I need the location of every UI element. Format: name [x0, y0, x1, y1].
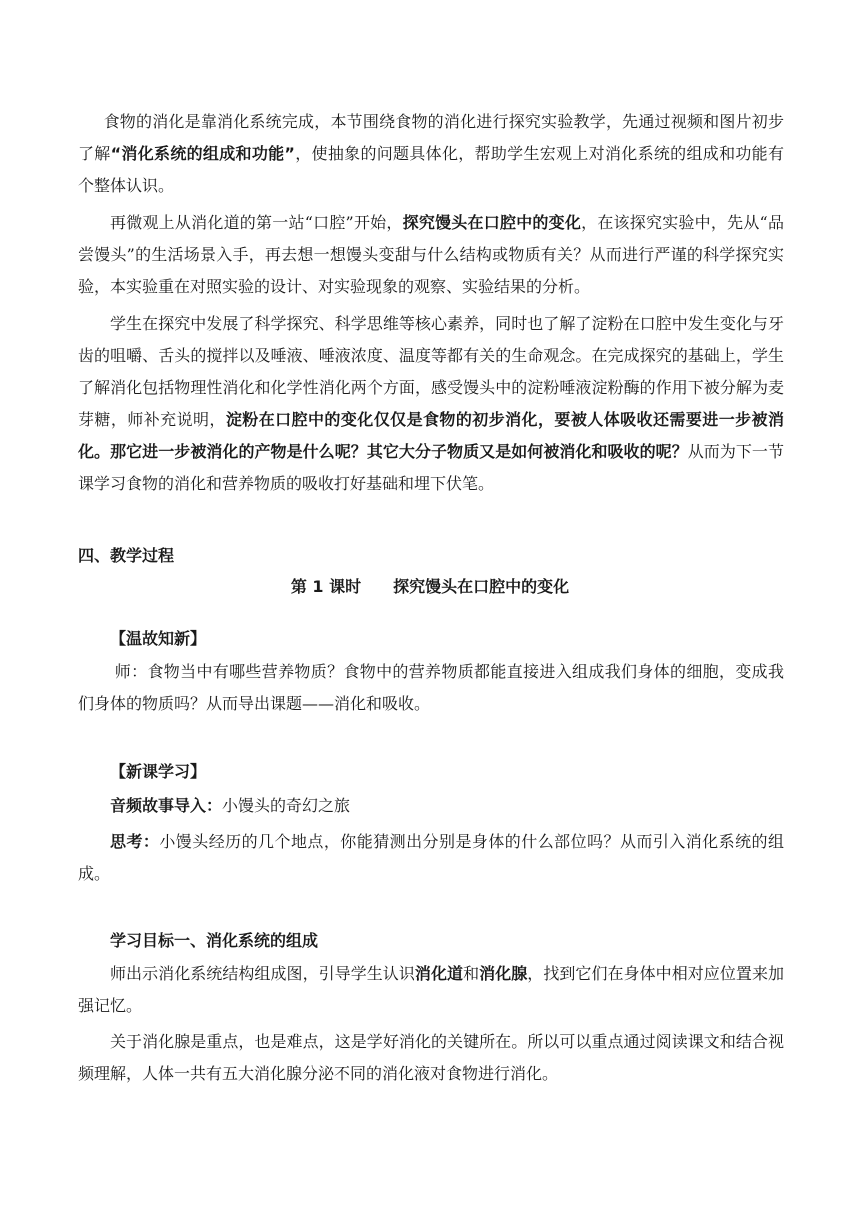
- lesson-title: 第 1 课时 探究馒头在口腔中的变化: [290, 577, 570, 596]
- bold-label: 思考：: [110, 832, 160, 851]
- audio-intro-line: [78, 790, 784, 822]
- review-heading: 【温故知新】: [110, 629, 207, 648]
- bold-span: 淀粉在口腔中的变化仅仅是食物的初步消化，要被人体吸收还需要进一步被消化。那它进一步被消化的产物是什么呢？其它大分子物质又是如何被消化和吸收的呢？: [78, 410, 784, 461]
- section-heading: 四、教学过程: [78, 546, 175, 565]
- goal-paragraph-structure: [78, 958, 784, 1022]
- bold-span: “消化系统的组成和功能”: [110, 144, 295, 163]
- review-text: 师：食物当中有哪些营养物质？食物中的营养物质都能直接进入组成我们身体的细胞，变成我们身体的物质吗？从而导出课题——消化和吸收。: [78, 662, 784, 713]
- paragraph-oral-cavity: [78, 207, 784, 303]
- text-span: 小馒头的奇幻之旅: [222, 796, 351, 815]
- text-span: 食物的消化是靠消化系统完成，本节围绕食物的消化进行探究实验教学，先通过视频和图片初步了解: [78, 112, 784, 163]
- goal-paragraph-glands: 关于消化腺是重点，也是难点，这是学好消化的关键所在。所以可以重点通过阅读课文和结合视频理解，人体一共有五大消化腺分泌不同的消化液对食物进行消化。: [78, 1032, 784, 1083]
- text-span: ，在该探究实验中，先从“品尝馒头”的生活场景入手，再去想一想馒头变甜与什么结构或物质有关？从而进行严谨的科学探究实验，本实验重在对照实验的设计、对实验现象的观察、实验结果的分析。: [78, 213, 784, 296]
- text-span: 和: [463, 964, 480, 983]
- bold-span: 消化腺: [479, 964, 528, 983]
- text-span: ，找到它们在身体中相对应位置来加强记忆。: [78, 964, 784, 1015]
- text-span: 从而为下一节课学习食物的消化和营养物质的吸收打好基础和埋下伏笔。: [78, 442, 784, 493]
- paragraph-digestion-intro: [78, 106, 784, 202]
- goal-heading: 学习目标一、消化系统的组成: [110, 931, 319, 950]
- text-span: 再微观上从消化道的第一站“口腔”开始，: [110, 213, 403, 232]
- bold-span: 消化道: [414, 964, 464, 983]
- text-span: ，使抽象的问题具体化，帮助学生宏观上对消化系统的组成和功能有个整体认识。: [78, 144, 784, 195]
- text-span: 师出示消化系统结构组成图，引导学生认识: [110, 964, 415, 983]
- text-span: 学生在探究中发展了科学探究、科学思维等核心素养，同时也了解了淀粉在口腔中发生变化与牙齿的咀嚼、舌头的搅拌以及唾液、唾液浓度、温度等都有关的生命观念。在完成探究的基础上，学生了解消化包括物理性消化和化学性消化两个方面，感受馒头中的淀粉唾液淀粉酶的作用下被分解为麦芽糖，师补充说明，: [78, 314, 784, 429]
- paragraph-core-literacy: [78, 308, 784, 500]
- bold-label: 音频故事导入：: [110, 796, 223, 815]
- think-paragraph: [78, 826, 784, 890]
- bold-span: 探究馒头在口腔中的变化: [402, 213, 582, 232]
- new-lesson-heading: 【新课学习】: [110, 762, 207, 781]
- text-span: 小馒头经历的几个地点，你能猜测出分别是身体的什么部位吗？从而引入消化系统的组成。: [78, 832, 784, 883]
